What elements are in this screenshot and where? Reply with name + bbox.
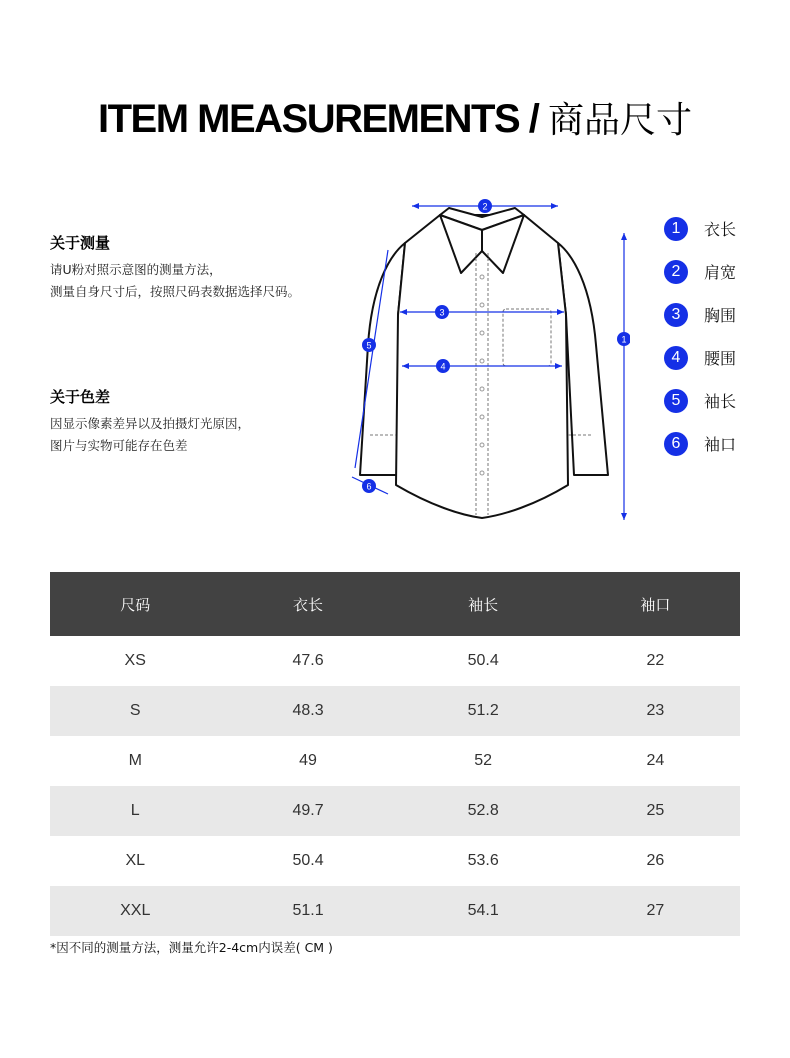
cell-sleeve: 51.2 (396, 686, 571, 736)
cell-cuff: 25 (571, 786, 740, 836)
table-row (50, 786, 740, 836)
legend-item (664, 379, 736, 422)
cell-sleeve: 54.1 (396, 886, 571, 936)
legend-number-badge: 6 (664, 432, 688, 456)
cell-size: XL (125, 852, 146, 869)
column-header-sleeve: 袖长 (396, 572, 571, 636)
cell-size: M (128, 752, 142, 769)
cell-size: XXL (50, 886, 220, 936)
table-header-row (50, 572, 740, 636)
shirt-measurement-diagram (330, 185, 630, 535)
marker-label: 4 (440, 361, 446, 372)
cell-cuff: 22 (646, 652, 665, 669)
color-note-body (50, 413, 370, 457)
marker-label: 1 (621, 334, 627, 345)
marker-label: 6 (366, 481, 372, 492)
table-row (50, 886, 740, 936)
cell-length: 47.6 (292, 652, 324, 669)
color-note-line-2: 图片与实物可能存在色差 (50, 438, 188, 453)
measure-note-line-1: 请U粉对照示意图的测量方法， (50, 262, 222, 277)
measurement-legend (664, 207, 736, 465)
marker-label: 2 (482, 201, 488, 212)
title-en: ITEM MEASUREMENTS / (97, 97, 539, 141)
cell-length: 49 (299, 752, 317, 769)
color-note-title: 关于色差 (50, 388, 111, 406)
legend-label: 胸围 (704, 306, 737, 325)
measurement-footnote: *因不同的测量方法，测量允许2-4cm内误差( CM ) (50, 940, 333, 955)
page-title (0, 92, 790, 143)
table-row (50, 686, 740, 736)
legend-label: 袖口 (704, 435, 737, 454)
legend-number-badge: 5 (664, 389, 688, 413)
cell-cuff: 24 (646, 752, 665, 769)
cell-cuff: 27 (571, 886, 740, 936)
cell-sleeve: 52.8 (396, 786, 571, 836)
legend-number-badge: 1 (664, 217, 688, 241)
legend-number-badge: 4 (664, 346, 688, 370)
cell-sleeve: 52 (474, 752, 493, 769)
cell-size: L (50, 786, 220, 836)
column-header-length: 衣长 (220, 572, 395, 636)
cell-length: 48.3 (220, 686, 395, 736)
cell-length: 50.4 (292, 852, 324, 869)
column-header-cuff: 袖口 (571, 572, 740, 636)
legend-label: 衣长 (704, 220, 737, 239)
table-row (50, 736, 740, 786)
legend-number-badge: 3 (664, 303, 688, 327)
legend-label: 袖长 (704, 392, 737, 411)
legend-item (664, 207, 736, 250)
marker-label: 3 (439, 307, 445, 318)
cell-length: 49.7 (220, 786, 395, 836)
measure-note-title: 关于测量 (50, 234, 111, 252)
cell-length: 51.1 (220, 886, 395, 936)
marker-label: 5 (366, 340, 372, 351)
measure-note-body (50, 259, 370, 303)
title-cn: 商品尺寸 (548, 99, 693, 140)
cell-cuff: 26 (646, 852, 665, 869)
table-row (50, 836, 740, 886)
cell-size: S (50, 686, 220, 736)
cell-sleeve: 53.6 (467, 852, 499, 869)
measure-note-line-2: 测量自身尺寸后，按照尺码表数据选择尺码。 (50, 284, 301, 299)
cell-cuff: 23 (571, 686, 740, 736)
cell-sleeve: 50.4 (467, 652, 499, 669)
cell-size: XS (124, 652, 146, 669)
legend-item (664, 250, 736, 293)
legend-item (664, 336, 736, 379)
legend-item (664, 422, 736, 465)
legend-label: 腰围 (704, 349, 737, 368)
legend-number-badge: 2 (664, 260, 688, 284)
column-header-size: 尺码 (50, 572, 220, 636)
size-chart-table (50, 572, 740, 936)
legend-label: 肩宽 (704, 263, 737, 282)
legend-item (664, 293, 736, 336)
color-note-line-1: 因显示像素差异以及拍摄灯光原因， (50, 416, 251, 431)
table-row (50, 636, 740, 686)
